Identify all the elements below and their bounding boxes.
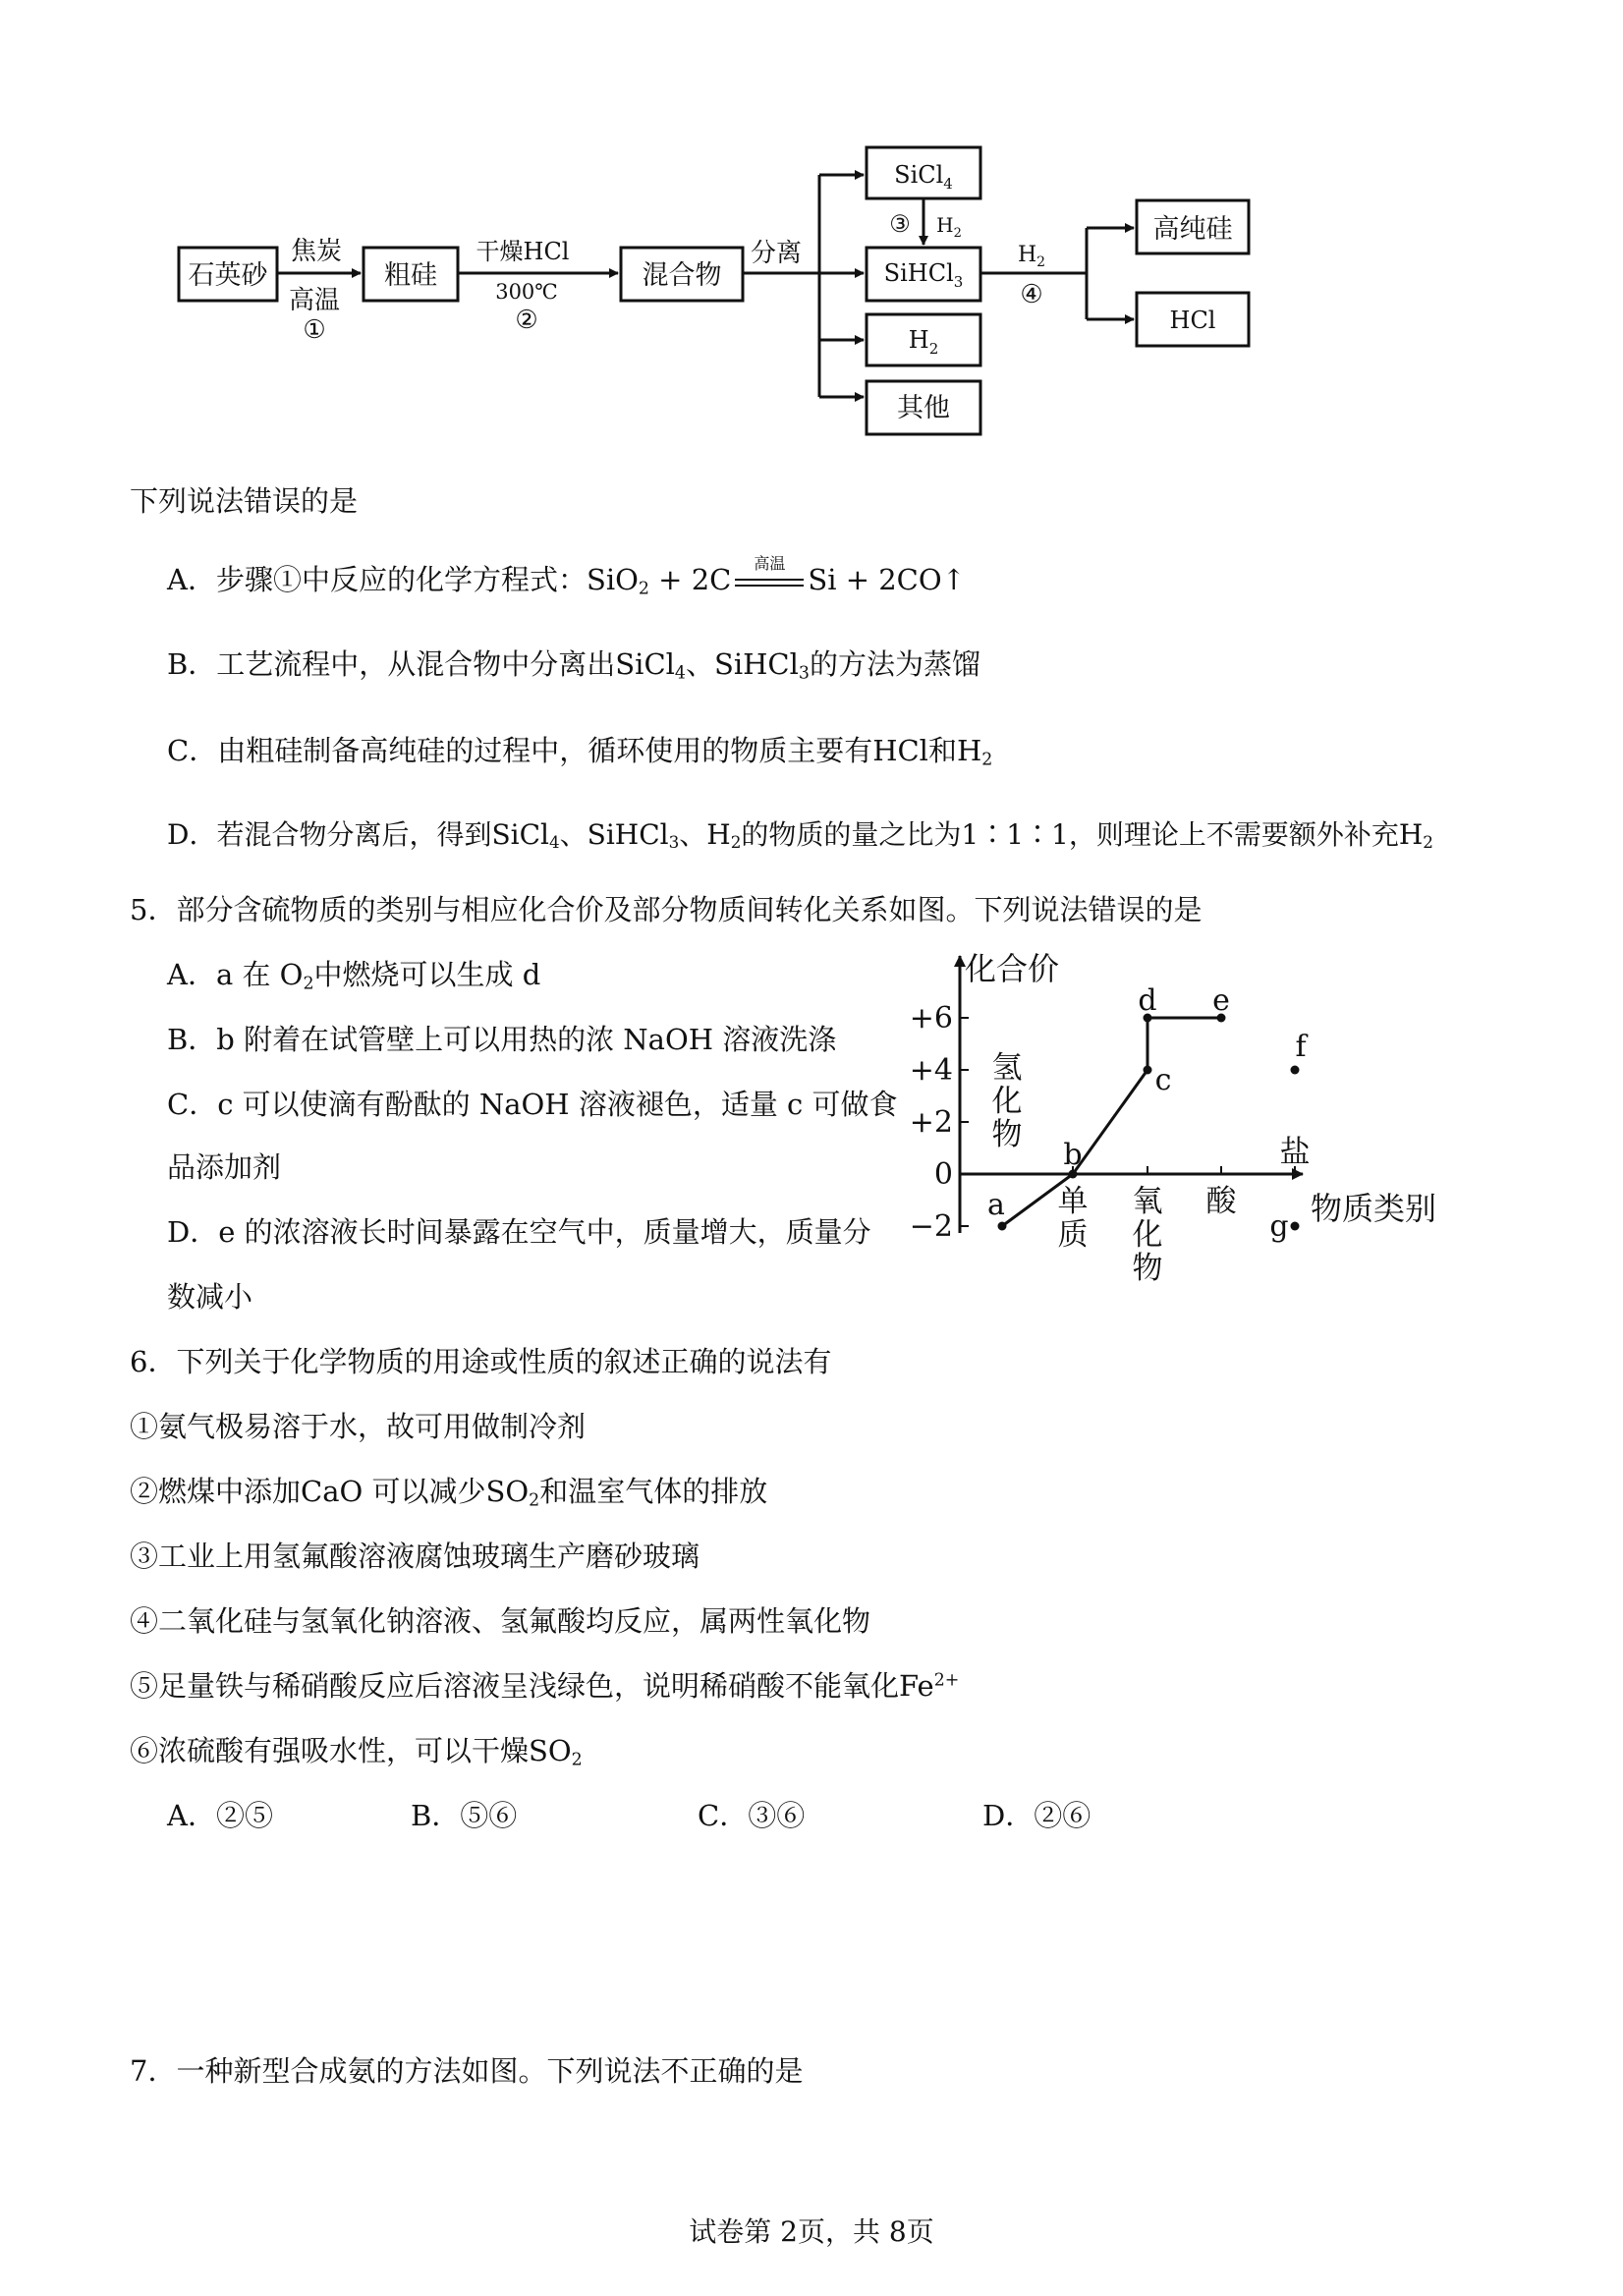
q5-option-b: B．b 附着在试管壁上可以用热的浓 NaOH 溶液洗涤 [167,1023,837,1056]
category-acid-label: 酸 [1205,1184,1237,1219]
q4-option-c: C．由粗硅制备高纯硅的过程中，循环使用的物质主要有HCl和$H_2$ [167,734,993,770]
step1-number: ① [303,315,326,345]
point-label-d: d [1138,983,1157,1018]
q6-option-a: A．②⑤ [167,1799,273,1832]
q5-option-d-line1: D．e 的浓溶液长时间暴露在空气中，质量增大，质量分 [167,1215,871,1249]
q6-statement-4: ④二氧化硅与氢氧化钠溶液、氢氟酸均反应，属两性氧化物 [130,1604,871,1638]
point-label-a: a [987,1188,1005,1222]
category-element-label: 单 [1057,1184,1089,1219]
category-hydride-label: 化 [991,1084,1023,1119]
category-element-label: 质 [1057,1217,1089,1253]
label-other: 其他 [897,393,950,423]
valence-chart [884,938,1454,1302]
category-hydride-label: 物 [991,1117,1023,1152]
x-axis-title: 物质类别 [1311,1190,1437,1227]
point-label-c: c [1154,1063,1172,1097]
page-footer: 试卷第 2页，共 8页 [689,2215,934,2248]
q6-statement-1: ①氨气极易溶于水，故可用做制冷剂 [130,1410,587,1443]
y-tick-label: +2 [909,1105,953,1140]
point-a [998,1222,1007,1231]
step2-condition: 300℃ [495,280,558,304]
y-tick-label: 0 [933,1157,953,1192]
point-label-e: e [1212,983,1230,1018]
q7-stem: 7．一种新型合成氨的方法如图。下列说法不正确的是 [130,2054,804,2088]
point-label-g: g [1269,1209,1289,1244]
step2-reagent: 干燥HCl [476,238,570,265]
category-oxide-label: 化 [1132,1217,1163,1253]
q6-statement-6: ⑥浓硫酸有强吸水性，可以干燥$SO_2$ [130,1734,583,1770]
label-h2-box: $H_2$ [908,326,939,358]
process-flow-diagram [0,0,1623,462]
step4-number: ④ [1020,280,1043,309]
label-sihcl3: SiHCl$_3$ [883,259,964,291]
q4-option-a: A．步骤①中反应的化学方程式：SiO$_2$ + 2C 高温 Si + 2CO↑ [167,554,966,599]
q5-option-a: A．a 在 $O_2$中燃烧可以生成 d [167,958,541,994]
category-oxide-label: 氧 [1132,1184,1163,1219]
label-quartz: 石英砂 [188,260,268,291]
category-hydride-label: 氢 [991,1050,1023,1086]
label-hcl: HCl [1169,307,1216,334]
q6-statement-3: ③工业上用氢氟酸溶液腐蚀玻璃生产磨砂玻璃 [130,1540,700,1573]
category-salt-label: 盐 [1279,1135,1311,1170]
step3-number: ③ [889,210,911,238]
step2-number: ② [515,306,538,335]
point-f [1291,1066,1300,1075]
y-tick-label: +6 [909,1001,953,1036]
q5-option-d-line2: 数减小 [167,1280,253,1314]
label-mixture: 混合物 [642,260,722,291]
q5-option-c-line2: 品添加剂 [167,1150,282,1184]
q6-option-c: C．③⑥ [698,1799,806,1832]
step1-reagent: 焦炭 [290,237,343,266]
q6-stem: 6．下列关于化学物质的用途或性质的叙述正确的说法有 [130,1345,832,1378]
point-label-b: b [1063,1138,1083,1172]
q4-option-d: D．若混合物分离后，得到SiCl$_4$、SiHCl$_3$、$H_2$的物质的量之比为1∶1∶1，则理论上不需要额外补充$H_2$ [167,818,1433,853]
segment-b-c [1073,1070,1147,1174]
q5-stem: 5．部分含硫物质的类别与相应化合价及部分物质间转化关系如图。下列说法错误的是 [130,893,1203,926]
y-tick-label: −2 [909,1209,953,1244]
separate-label: 分离 [750,239,803,268]
label-pure-si: 高纯硅 [1152,214,1233,245]
q6-statement-5: ⑤足量铁与稀硝酸反应后溶液呈浅绿色，说明稀硝酸不能氧化$Fe^{2+}$ [130,1669,960,1703]
q5-option-c-line1: C．c 可以使滴有酚酞的 NaOH 溶液褪色，适量 c 可做食 [167,1088,898,1121]
q6-option-b: B．⑤⑥ [411,1799,518,1832]
equals-condition: 高温 [735,567,804,596]
category-oxide-label: 物 [1132,1251,1163,1286]
point-g [1291,1222,1300,1231]
label-crude-si: 粗硅 [384,260,437,291]
point-label-f: f [1295,1030,1307,1064]
step4-reagent: $H_2$ [1017,243,1046,270]
step3-reagent: $H_2$ [936,213,962,241]
q6-option-d: D．②⑥ [982,1799,1091,1832]
q4-prompt: 下列说法错误的是 [130,484,359,518]
point-c [1144,1066,1152,1075]
q4-option-b: B．工艺流程中，从混合物中分离出SiCl$_4$、SiHCl$_3$的方法为蒸馏 [167,647,980,684]
label-sicl4: SiCl$_4$ [894,161,953,193]
step1-condition: 高温 [288,286,341,315]
q6-statement-2: ②燃煤中添加CaO 可以减少$SO_2$和温室气体的排放 [130,1475,768,1511]
y-tick-label: +4 [909,1053,953,1088]
y-axis-title: 化合价 [965,950,1060,987]
